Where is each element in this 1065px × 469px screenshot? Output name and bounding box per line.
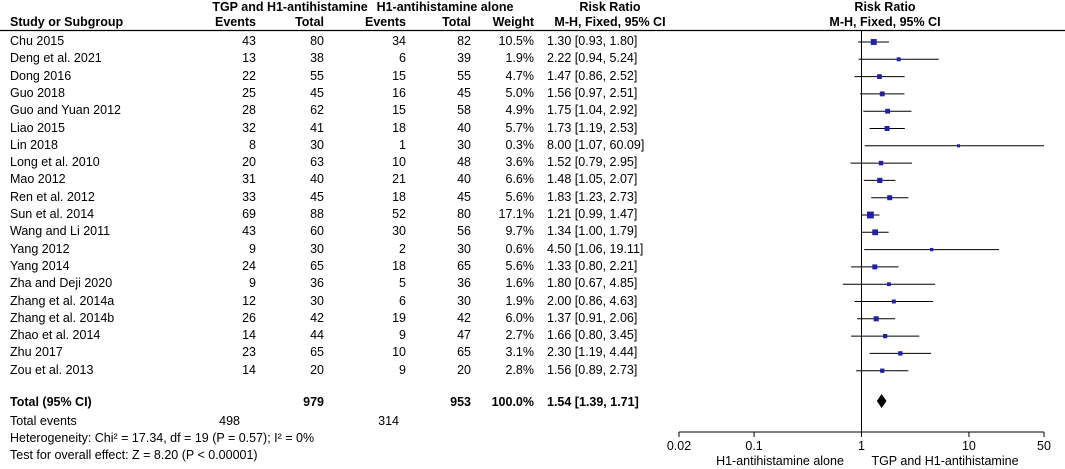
ci-cell: 1.56 [0.97, 2.51]: [547, 85, 638, 100]
weight-cell: 0.6%: [505, 241, 534, 256]
ci-cell: 1.56 [0.89, 2.73]: [547, 362, 638, 377]
events1-cell: 26: [242, 310, 256, 325]
weight-cell: 3.1%: [505, 345, 534, 360]
weight-cell: 3.6%: [505, 155, 534, 170]
events1-cell: 9: [249, 276, 256, 291]
total2-cell: 58: [457, 103, 471, 118]
weight-cell: 4.9%: [505, 103, 534, 118]
effect-marker: [892, 300, 896, 304]
total1-cell: 30: [310, 293, 324, 308]
effect-marker: [879, 161, 883, 165]
weight-cell: 5.6%: [505, 258, 534, 273]
study-name: Lin 2018: [10, 137, 58, 152]
events2-cell: 6: [399, 293, 406, 308]
weight-cell: 5.6%: [505, 189, 534, 204]
total1-cell: 63: [310, 155, 324, 170]
events1-cell: 31: [242, 172, 256, 187]
events1-cell: 14: [242, 362, 256, 377]
x-tick-label: 0.1: [745, 439, 763, 453]
study-name: Ren et al. 2012: [10, 189, 95, 204]
total-events1: 498: [219, 414, 240, 428]
total1-cell: 38: [310, 51, 324, 66]
effect-marker: [877, 74, 882, 79]
effect-marker: [877, 178, 882, 183]
total1-cell: 36: [310, 276, 324, 291]
group2-header: H1-antihistamine alone: [376, 0, 514, 14]
events2-cell: 18: [392, 189, 406, 204]
study-name: Chu 2015: [10, 34, 65, 48]
events1-cell: 32: [242, 120, 256, 135]
study-name: Yang 2014: [10, 258, 70, 273]
total1-cell: 60: [310, 224, 324, 239]
events2-cell: 1: [399, 137, 406, 152]
study-name: Dong 2016: [10, 68, 72, 83]
effect-marker: [897, 57, 901, 61]
events1-cell: 24: [242, 258, 256, 273]
total1-cell: 55: [310, 68, 324, 83]
events2-cell: 9: [399, 328, 406, 343]
study-name: Zhang et al. 2014b: [10, 310, 115, 325]
col-study: Study or Subgroup: [10, 15, 124, 29]
events2-cell: 15: [392, 68, 406, 83]
ci-cell: 8.00 [1.07, 60.09]: [547, 137, 645, 152]
effect-marker: [883, 334, 887, 338]
weight-cell: 5.0%: [505, 85, 534, 100]
ci-cell: 1.73 [1.19, 2.53]: [547, 120, 638, 135]
ci-cell: 1.47 [0.86, 2.52]: [547, 68, 638, 83]
events2-cell: 34: [392, 34, 406, 48]
ci-cell: 1.52 [0.79, 2.95]: [547, 155, 638, 170]
col-weight: Weight: [492, 15, 534, 29]
ci-cell: 2.00 [0.86, 4.63]: [547, 293, 638, 308]
events1-cell: 33: [242, 189, 256, 204]
total-weight: 100.0%: [491, 395, 534, 409]
events2-cell: 16: [392, 85, 406, 100]
effect-marker: [930, 248, 933, 251]
heterogeneity-text: Heterogeneity: Chi² = 17.34, df = 19 (P = 0.57); I² = 0%: [10, 431, 315, 445]
ci-cell: 1.75 [1.04, 2.92]: [547, 103, 638, 118]
total2-cell: 36: [457, 276, 471, 291]
total2-cell: 56: [457, 224, 471, 239]
ci-cell: 2.30 [1.19, 4.44]: [547, 345, 638, 360]
effect-marker: [880, 91, 885, 96]
total-n2: 953: [450, 395, 471, 409]
total1-cell: 62: [310, 103, 324, 118]
events2-cell: 18: [392, 120, 406, 135]
rr-header: Risk Ratio: [579, 0, 641, 14]
total2-cell: 20: [457, 362, 471, 377]
favours-right-label: TGP and H1-antihistamine: [871, 454, 1019, 468]
ci-cell: 1.80 [0.67, 4.85]: [547, 276, 638, 291]
total2-cell: 30: [457, 137, 471, 152]
events2-cell: 10: [392, 345, 406, 360]
effect-marker: [872, 229, 878, 235]
events1-cell: 20: [242, 155, 256, 170]
ci-cell: 4.50 [1.06, 19.11]: [547, 241, 644, 256]
total1-cell: 65: [310, 258, 324, 273]
events1-cell: 43: [242, 34, 256, 48]
ci-cell: 1.34 [1.00, 1.79]: [547, 224, 638, 239]
effect-marker: [887, 195, 892, 200]
events1-cell: 14: [242, 328, 256, 343]
total2-cell: 39: [457, 51, 471, 66]
events2-cell: 52: [392, 207, 406, 221]
weight-cell: 1.9%: [505, 293, 534, 308]
study-name: Mao 2012: [10, 172, 66, 187]
effect-marker: [885, 109, 890, 114]
total2-cell: 40: [457, 120, 471, 135]
plot-header: Risk Ratio: [854, 0, 916, 14]
study-name: Deng et al. 2021: [10, 51, 102, 66]
effect-marker: [871, 39, 877, 45]
ci-cell: 1.48 [1.05, 2.07]: [547, 172, 638, 187]
study-name: Zhang et al. 2014a: [10, 293, 115, 308]
total1-cell: 42: [310, 310, 324, 325]
x-tick-label: 0.02: [666, 439, 692, 453]
effect-marker: [887, 282, 891, 286]
weight-cell: 4.7%: [505, 68, 534, 83]
total1-cell: 30: [310, 137, 324, 152]
events2-cell: 5: [399, 276, 406, 291]
study-name: Guo and Yuan 2012: [10, 103, 121, 118]
ci-cell: 1.30 [0.93, 1.80]: [547, 34, 638, 48]
weight-cell: 5.7%: [505, 120, 534, 135]
weight-cell: 1.6%: [505, 276, 534, 291]
study-name: Wang and Li 2011: [10, 224, 111, 239]
total-events-label: Total events: [10, 414, 77, 428]
total2-cell: 65: [457, 258, 471, 273]
total1-cell: 44: [310, 328, 324, 343]
total2-cell: 30: [457, 293, 471, 308]
events1-cell: 28: [242, 103, 256, 118]
ci-cell: 1.37 [0.91, 2.06]: [547, 310, 638, 325]
weight-cell: 0.3%: [505, 137, 534, 152]
total2-cell: 42: [457, 310, 471, 325]
effect-marker: [957, 144, 960, 147]
effect-marker: [898, 351, 902, 355]
favours-left-label: H1-antihistamine alone: [716, 454, 844, 468]
events2-cell: 2: [399, 241, 406, 256]
total2-cell: 80: [457, 207, 471, 221]
total-events2: 314: [378, 414, 399, 428]
x-tick-label: 50: [1037, 439, 1051, 453]
events1-cell: 8: [249, 137, 256, 152]
total1-cell: 45: [310, 85, 324, 100]
total1-cell: 41: [310, 120, 324, 135]
events2-cell: 15: [392, 103, 406, 118]
col-events1: Events: [215, 15, 256, 29]
plot-subheader: M-H, Fixed, 95% CI: [829, 15, 941, 29]
total-n1: 979: [303, 395, 324, 409]
study-name: Yang 2012: [10, 241, 70, 256]
events2-cell: 30: [392, 224, 406, 239]
events1-cell: 12: [242, 293, 256, 308]
total1-cell: 20: [310, 362, 324, 377]
weight-cell: 1.9%: [505, 51, 534, 66]
total-ci: 1.54 [1.39, 1.71]: [547, 395, 639, 409]
study-name: Zhao et al. 2014: [10, 328, 101, 343]
effect-marker: [885, 126, 890, 131]
study-name: Zou et al. 2013: [10, 362, 94, 377]
total1-cell: 80: [310, 34, 324, 48]
events2-cell: 21: [392, 172, 406, 187]
events2-cell: 18: [392, 258, 406, 273]
col-events2: Events: [365, 15, 406, 29]
events1-cell: 13: [242, 51, 256, 66]
total1-cell: 88: [310, 207, 324, 221]
weight-cell: 10.5%: [498, 34, 534, 48]
total1-cell: 45: [310, 189, 324, 204]
study-name: Zhu 2017: [10, 345, 63, 360]
total1-cell: 65: [310, 345, 324, 360]
total2-cell: 65: [457, 345, 471, 360]
study-name: Sun et al. 2014: [10, 207, 95, 221]
events1-cell: 25: [242, 85, 256, 100]
weight-cell: 17.1%: [498, 207, 534, 221]
ci-cell: 1.66 [0.80, 3.45]: [547, 328, 638, 343]
total2-cell: 30: [457, 241, 471, 256]
ci-cell: 1.83 [1.23, 2.73]: [547, 189, 638, 204]
total-label: Total (95% CI): [10, 395, 92, 409]
total2-cell: 47: [457, 328, 471, 343]
total2-cell: 40: [457, 172, 471, 187]
events1-cell: 43: [242, 224, 256, 239]
total2-cell: 82: [457, 34, 471, 48]
study-name: Long et al. 2010: [10, 155, 100, 170]
ci-cell: 1.21 [0.99, 1.47]: [547, 207, 638, 221]
weight-cell: 9.7%: [505, 224, 534, 239]
total2-cell: 48: [457, 155, 471, 170]
weight-cell: 2.8%: [505, 362, 534, 377]
weight-cell: 6.0%: [505, 310, 534, 325]
weight-cell: 2.7%: [505, 328, 534, 343]
ci-cell: 1.33 [0.80, 2.21]: [547, 258, 638, 273]
effect-marker: [867, 212, 874, 219]
x-tick-label: 1: [858, 439, 865, 453]
events2-cell: 10: [392, 155, 406, 170]
events2-cell: 6: [399, 51, 406, 66]
events1-cell: 23: [242, 345, 256, 360]
group1-header: TGP and H1-antihistamine: [212, 0, 368, 14]
rr-subheader: M-H, Fixed, 95% CI: [554, 15, 666, 29]
total2-cell: 45: [457, 189, 471, 204]
events1-cell: 22: [242, 68, 256, 83]
events1-cell: 69: [242, 207, 256, 221]
col-total1: Total: [295, 15, 324, 29]
total1-cell: 40: [310, 172, 324, 187]
total1-cell: 30: [310, 241, 324, 256]
total2-cell: 55: [457, 68, 471, 83]
events1-cell: 9: [249, 241, 256, 256]
overall-effect-text: Test for overall effect: Z = 8.20 (P < 0.00001): [10, 448, 258, 462]
ci-cell: 2.22 [0.94, 5.24]: [547, 51, 638, 66]
study-name: Liao 2015: [10, 120, 65, 135]
total2-cell: 45: [457, 85, 471, 100]
study-name: Guo 2018: [10, 85, 65, 100]
effect-marker: [872, 264, 877, 269]
study-name: Zha and Deji 2020: [10, 276, 113, 291]
events2-cell: 19: [392, 310, 406, 325]
events2-cell: 9: [399, 362, 406, 377]
effect-marker: [880, 369, 884, 373]
weight-cell: 6.6%: [505, 172, 534, 187]
x-tick-label: 10: [961, 439, 976, 453]
pooled-diamond: [877, 394, 887, 408]
effect-marker: [874, 316, 879, 321]
col-total2: Total: [442, 15, 471, 29]
